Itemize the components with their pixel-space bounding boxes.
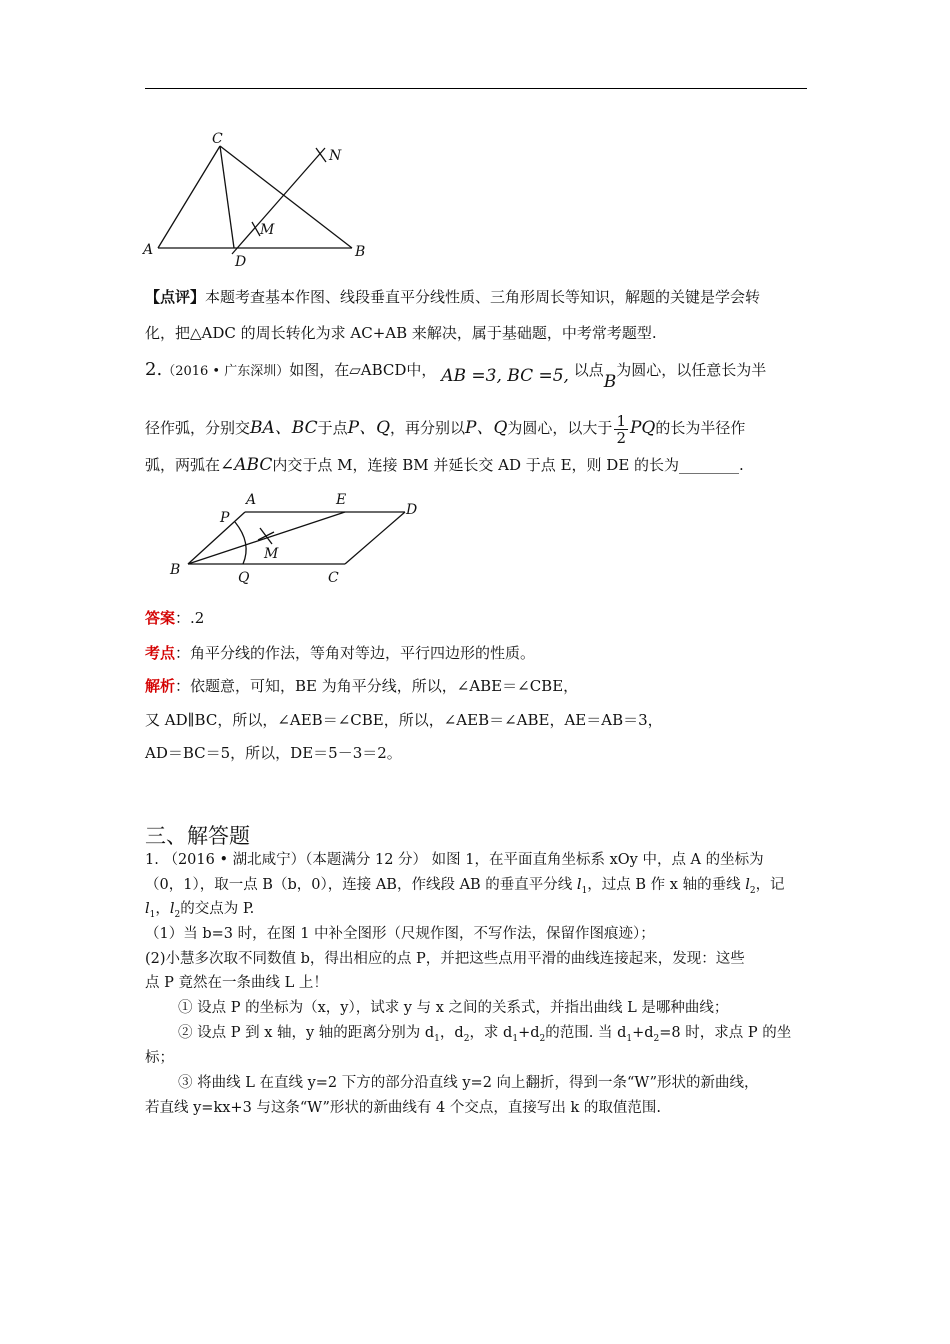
label-n: N	[329, 148, 342, 164]
analysis-line-2: 又 AD∥BC，所以，∠AEB＝∠CBE，所以，∠AEB＝∠ABE，AE＝AB＝3，	[145, 711, 663, 729]
label-b: B	[355, 244, 366, 260]
section-title: 三、解答题	[145, 824, 250, 848]
label-d: D	[406, 502, 418, 518]
q1-sub-1: （1）当 b=3 时，在图 1 中补全图形（尺规作图，不写作法，保留作图痕迹）；	[145, 926, 655, 942]
review-line-1: 【点评】本题考查基本作图、线段垂直平分线性质、三角形周长等知识，解题的关键是学会转	[145, 288, 761, 306]
label-c: C	[328, 570, 339, 586]
figure-parallelogram	[160, 488, 445, 588]
figure-triangle	[140, 128, 380, 273]
answer-line: 答案：.2	[145, 609, 205, 627]
problem-2-line-1: 2.（2016 • 广东深圳）如图，在▱ABCD中， AB =3, BC =5, 以点B为圆心，以任意长为半	[145, 359, 767, 392]
answer-label: 答案	[145, 609, 176, 627]
label-a: A	[246, 492, 257, 508]
label-m: M	[264, 546, 279, 562]
q1-line-1: 1. （2016 • 湖北咸宁）（本题满分 12 分） 如图 1，在平面直角坐标系 xOy 中，点 A 的坐标为	[145, 852, 764, 868]
analysis-line-3: AD＝BC＝5，所以，DE＝5－3＝2。	[145, 744, 402, 762]
header-rule	[145, 88, 807, 89]
analysis-line-1: 解析：依题意，可知，BE 为角平分线，所以，∠ABE＝∠CBE，	[145, 677, 579, 695]
q1-item-2: ② 设点 P 到 x 轴，y 轴的距离分别为 $d_1$，$d_2$，求 $d_1+d_2$的范围. 当 $d_1+d_2=8$ 时，求点 P 的坐	[178, 1025, 792, 1044]
problem-2-line-3: 弧，两弧在∠ABC内交于点 M，连接 BM 并延长交 AD 于点 E，则 DE 的长为________.	[145, 455, 744, 475]
q1-item-2-line-2: 标；	[145, 1050, 174, 1066]
label-c: C	[212, 131, 223, 147]
review-tag: 【点评】	[145, 288, 206, 306]
segment-ac	[158, 146, 220, 248]
key-point-line: 考点：角平分线的作法，等角对等边，平行四边形的性质。	[145, 644, 536, 662]
problem-2-line-2: 径作弧，分别交BA、BC于点P、Q，再分别以P、Q为圆心，以大于 $\frac{1}{2}$ PQ的长为半径作	[145, 411, 746, 447]
key-point-label: 考点	[145, 644, 176, 662]
label-e: E	[336, 492, 347, 508]
review-line-2: 化，把△ADC 的周长转化为求 AC+AB 来解决，属于基础题，中考常考题型.	[145, 324, 657, 342]
label-m: M	[260, 222, 275, 238]
label-a: A	[143, 242, 154, 258]
label-b: B	[170, 562, 181, 578]
q1-sub-2-line-2: 点 P 竟然在一条曲线 L 上！	[145, 975, 328, 991]
arc-pq	[235, 522, 246, 564]
fraction-one-half: $\frac{1}{2}$	[616, 411, 626, 447]
label-d: D	[235, 254, 247, 270]
analysis-label: 解析	[145, 677, 176, 695]
side-cd	[345, 512, 405, 564]
q1-line-2: （0，1），取一点 B（b，0），连接 AB，作线段 AB 的垂直平分线 $l_1$，过点 B 作 x 轴的垂线 $l_2$，记	[145, 877, 785, 896]
segment-cd	[220, 146, 234, 248]
q1-sub-2-line-1: (2)小慧多次取不同数值 b，得出相应的点 P，并把这些点用平滑的曲线连接起来，发现：这些	[145, 951, 745, 967]
bisector-line	[232, 148, 325, 254]
label-p: P	[220, 510, 230, 526]
q1-item-1: ① 设点 P 的坐标为（x，y），试求 y 与 x 之间的关系式，并指出曲线 L 是哪种曲线；	[178, 1000, 729, 1016]
side-ab	[188, 512, 245, 564]
arc-mark-n	[316, 148, 326, 162]
q1-line-3: $l_1$，$l_2$的交点为 P.	[145, 901, 255, 920]
q1-item-3-line-2: 若直线 y=kx+3 与这条“W”形状的新曲线有 4 个交点，直接写出 k 的取值范围.	[145, 1100, 661, 1116]
q1-item-3-line-1: ③ 将曲线 L 在直线 y=2 下方的部分沿直线 y=2 向上翻折，得到一条“W”形状的新曲线，	[178, 1075, 759, 1091]
label-q: Q	[238, 570, 250, 586]
